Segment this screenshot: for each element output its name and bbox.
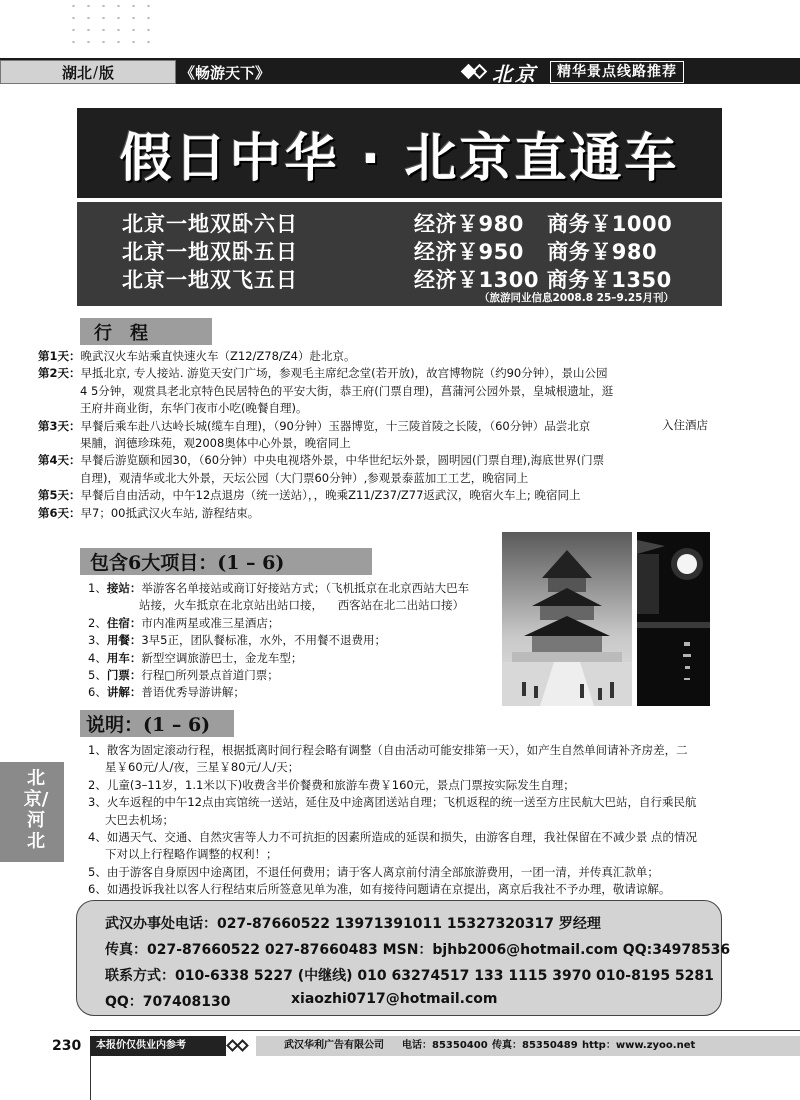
footer-disclaimer: 本报价仅供业内参考: [90, 1036, 226, 1056]
price-row: [77, 236, 722, 264]
contact-numbers: 联系方式：010-6338 5227 (中继线) 010 63274517 133 1115 3970 010-8195 5281: [105, 968, 714, 984]
item-number: 6、: [88, 685, 107, 700]
item-text: 新型空调旅游巴士，金龙车型；: [141, 650, 303, 665]
side-tab-char: 河: [27, 810, 45, 831]
region-suffix: 版: [99, 63, 115, 82]
item-text: 火车返程的中午12点由宾馆统一送站，延住及中途离团送站自理；飞机返程的统一送至方庄民航大巴站，自行乘民航: [106, 795, 697, 810]
route-price: 经济￥980 商务￥1000: [414, 212, 673, 236]
note-item-continued: 星￥60元/人/夜，三星￥80元/人/天；: [105, 760, 300, 775]
route-price: 经济￥950 商务￥980: [414, 240, 658, 264]
includes-heading: 包含6大项目：(1 – 6): [80, 548, 372, 575]
office-phone: 武汉办事处电话：027-87660522 13971391011 15327320317 罗经理: [105, 916, 601, 932]
item-number: 4、: [88, 650, 107, 665]
footer-diamond-icon: [226, 1036, 256, 1056]
footer-divider: [90, 1030, 800, 1031]
day-text: 4 5分钟，观赏具老北京特色民居特色的平安大街，恭王府(门票自理)，菖蒲河公园外景，皇城根遗址，逛: [80, 383, 614, 398]
fax-msn-qq: 传真：027-87660522 027-87660483 MSN：bjhb2006@hotmail.com QQ:34978536: [105, 942, 731, 958]
decorative-dot-grid: [66, 0, 162, 52]
item-number: 6、: [88, 882, 107, 897]
day-label: 第2天：: [38, 366, 81, 381]
route-name: 北京一地双飞五日: [122, 268, 298, 292]
item-number: 5、: [88, 668, 107, 683]
footer-publisher-bar: [256, 1036, 800, 1056]
route-name: 北京一地双卧五日: [122, 240, 298, 264]
item-number: 2、: [88, 777, 107, 792]
item-number: 3、: [88, 633, 107, 648]
publisher-website: http：www.zyoo.net: [582, 1040, 696, 1051]
day-text: 晚武汉火车站乘直快速火车（Z12/Z78/Z4）赴北京。: [80, 349, 356, 363]
item-text: 行程□所列景点首道门票；: [141, 668, 279, 683]
day-label: 第1天：: [38, 349, 81, 363]
day-text: 早餐后游览颐和园30，（60分钟）中央电视塔外景，中华世纪坛外景，圆明园(门票自理),海底世界(门票: [80, 453, 605, 468]
day-text: 早餐后自由活动，中午12点退房（统一送站），，晚乘Z11/Z37/Z77返武汉，晚宿火车上; 晚宿同上: [80, 488, 581, 503]
side-tab-char: 北: [27, 831, 45, 852]
item-label: 住宿：: [106, 615, 142, 630]
route-name: 北京一地双卧六日: [122, 212, 298, 236]
itinerary-day: [38, 452, 710, 487]
section-side-tab: [0, 762, 64, 862]
include-item-continued: 站接，火车抵京在北京站出站口接， 西客站在北二出站口接）: [139, 598, 465, 613]
diamond-icon: [460, 61, 490, 83]
itinerary-day: [38, 348, 710, 365]
include-item: [88, 667, 498, 684]
item-text: 举游客名单接站或商订好接站方式；（飞机抵京在北京西站大巴车: [141, 581, 470, 595]
note-item: [88, 742, 714, 759]
note-item-continued: 大巴去机场；: [105, 812, 174, 827]
notes-heading: 说明：(1 – 6): [80, 710, 234, 737]
day-text: 自理)，观清华或北大外景，天坛公园（大门票60分钟）,参观景泰蓝加工工艺，晚宿同上: [80, 470, 529, 485]
note-item: [88, 829, 714, 846]
publisher-fax: 传真：85350489: [492, 1040, 578, 1051]
item-number: 3、: [88, 795, 107, 810]
item-label: 用餐：: [106, 633, 142, 648]
route-price: 经济￥1300 商务￥1350: [414, 268, 672, 292]
itinerary-day: [38, 505, 710, 522]
day-text: 早抵北京, 专人接站. 游览天安门广场，参观毛主席纪念堂(若开放)，故宫博物院（约90分钟），景山公园: [80, 366, 608, 381]
item-number: 5、: [88, 864, 107, 879]
include-item: [88, 615, 498, 632]
day-text: 王府井商业街，东华门夜市小吃(晚餐自理)。: [80, 401, 308, 416]
item-text: 散客为固定滚动行程，根据抵离时间行程会略有调整（自由活动可能安排第一天），如产生自然单间请补齐房差，二: [106, 743, 688, 757]
item-label: 门票：: [106, 668, 142, 683]
main-banner-title: 假日中华 · 北京直通车: [77, 108, 722, 198]
edition-label: 湖北 / 版: [0, 60, 176, 84]
note-item: [88, 864, 714, 881]
includes-list: [88, 580, 498, 702]
route-recommend-label: 精华景点线路推荐: [550, 61, 684, 83]
temple-of-heaven-photo: [502, 532, 632, 706]
item-text: 如遇天气、交通、自然灾害等人力不可抗拒的因素所造成的延误和损失，由游客自理，我社保留在不减少景 点的情况: [106, 830, 697, 845]
item-number: 2、: [88, 615, 107, 630]
day-text: 早餐后乘车赴八达岭长城(缆车自理)，（90分钟）玉器博览，十三陵首陵之长陵，（60分钟）品尝北京: [80, 418, 591, 433]
item-label: 接站：: [106, 581, 142, 595]
item-text: 由于游客自身原因中途离团，不退任何费用；请于客人离京前付清全部旅游费用，一团一清，并传真汇款单；: [106, 864, 659, 879]
price-box: [77, 202, 722, 306]
price-row: [77, 208, 722, 236]
hotel-checkin-note: 入住酒店: [662, 418, 708, 433]
item-text: 3早5正，团队餐标准，水外，不用餐不退费用；: [141, 633, 386, 648]
note-item: [88, 794, 714, 811]
item-number: 4、: [88, 830, 107, 845]
item-text: 市内准两星或准三星酒店；: [141, 615, 280, 630]
day-label: 第3天：: [38, 418, 81, 433]
note-item-continued: 下对以上行程略作调整的权利！；: [105, 847, 278, 862]
item-label: 讲解：: [106, 685, 142, 700]
pavilion-night-photo: [637, 532, 710, 706]
notes-list: [88, 742, 714, 899]
note-item: [88, 777, 714, 794]
item-number: 1、: [88, 581, 107, 595]
publication-title: 《畅游天下》: [180, 64, 271, 82]
item-text: 儿童(3–11岁，1.1米以下)收费含半价餐费和旅游车费￥160元，景点门票按实际发生自理；: [106, 777, 575, 792]
item-text: 普语优秀导游讲解；: [141, 685, 245, 700]
day-label: 第6天：: [38, 505, 81, 520]
publisher-tel: 电话：85350400: [402, 1040, 488, 1051]
city-title: 北京: [492, 61, 538, 86]
contact-qq: QQ：707408130: [105, 994, 231, 1010]
item-number: 1、: [88, 743, 107, 757]
contact-box: [76, 900, 731, 1016]
side-tab-char: 京/: [23, 789, 49, 810]
item-label: 用车：: [106, 650, 142, 665]
price-source-note: （旅游同业信息2008.8 25–9.25月刊）: [479, 292, 674, 304]
day-label: 第4天：: [38, 453, 81, 468]
route-header: [460, 60, 684, 84]
day-label: 第5天：: [38, 488, 81, 503]
region-name: 湖北: [61, 63, 92, 82]
include-item: [88, 684, 498, 701]
page-number: 230: [52, 1038, 82, 1054]
price-row: [77, 264, 722, 292]
itinerary-day: [38, 487, 710, 504]
include-item: [88, 632, 498, 649]
include-item: [88, 580, 498, 597]
item-text: 如遇投诉我社以客人行程结束后所签意见单为准，如有接待问题请在京提出，离京后我社不予办理，敬请谅解。: [106, 882, 671, 897]
contact-email: xiaozhi0717@hotmail.com: [291, 991, 498, 1007]
itinerary-day: [38, 418, 710, 453]
side-tab-char: 北: [27, 768, 45, 789]
day-text: 早7；00抵武汉火车站, 游程结束。: [80, 505, 260, 520]
note-item: [88, 881, 714, 898]
itinerary-heading: 行程: [80, 318, 212, 345]
footer-vertical-rule: [90, 1056, 91, 1100]
day-text: 果脯，润德珍珠苑，观2008奥体中心外景，晚宿同上: [80, 436, 351, 451]
itinerary-list: [38, 348, 710, 522]
publisher-name: 武汉华利广告有限公司: [284, 1040, 384, 1051]
include-item: [88, 650, 498, 667]
